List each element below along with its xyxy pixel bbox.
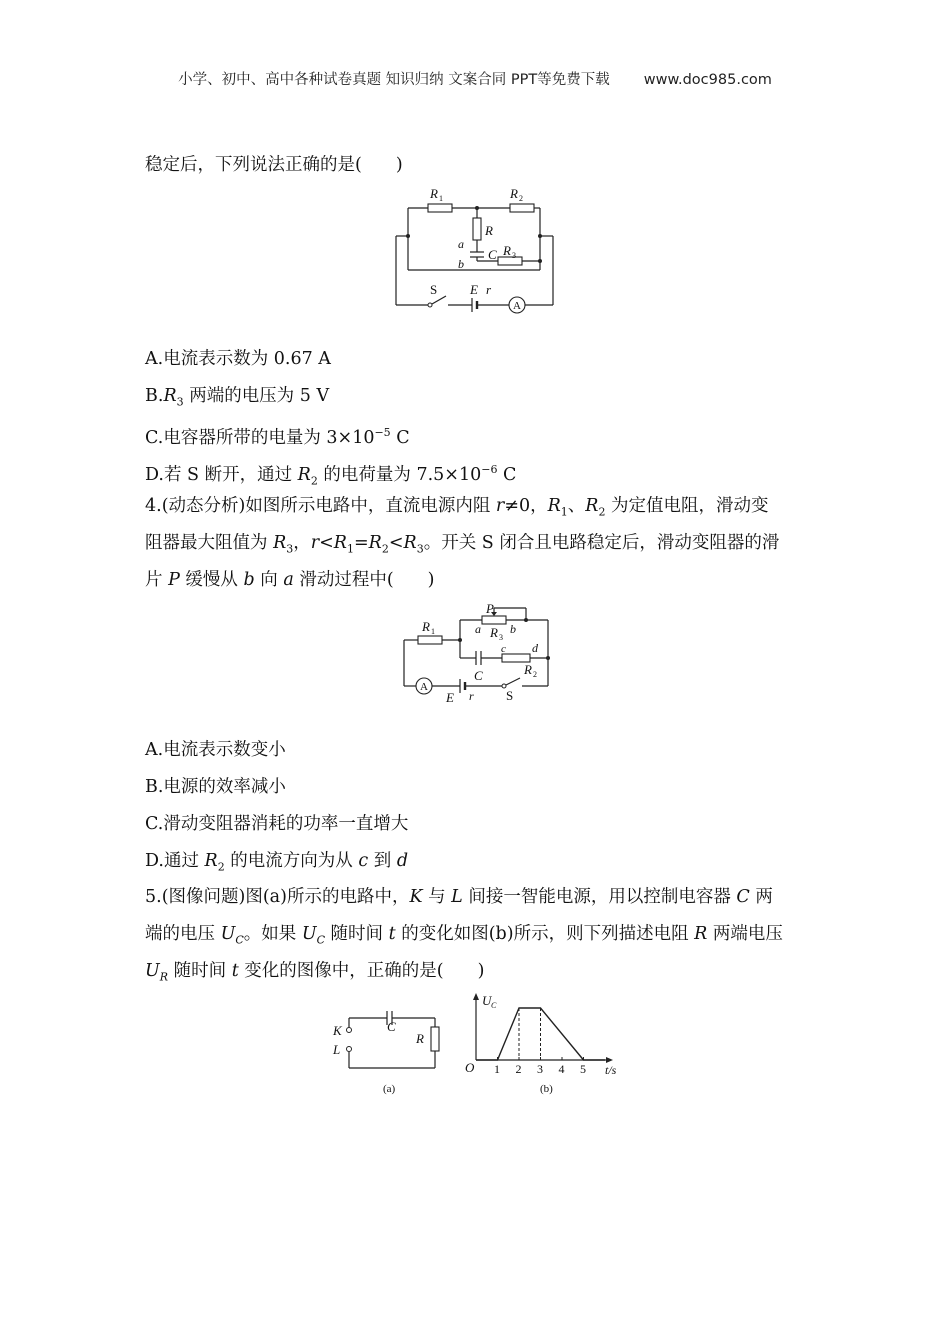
page-header [0,68,950,89]
svg-text:r: r [469,689,474,703]
q3-resistor-r [473,218,481,240]
q4-resistor-r2 [502,654,530,662]
svg-text:C: C [387,1019,396,1034]
svg-text:E: E [446,690,454,705]
q5-stem-line1: 5.(图像问题)图(a)所示的电路中，K 与 L 间接一智能电源，用以控制电容器 C 两 [145,887,773,907]
chart-x-tick-label: 4 [558,1062,565,1076]
svg-text:3: 3 [499,633,503,642]
q5-resistor-r [431,1027,439,1051]
q5-figure-b-chart [460,992,630,1100]
q4-option-b[interactable]: B.电源的效率减小 [145,777,286,797]
q4-option-d[interactable]: D.通过 $R_2$ 的电流方向为从 c 到 d [145,851,409,874]
header-url[interactable]: www.doc985.com [643,72,772,88]
svg-text:a: a [475,622,481,636]
svg-text:2: 2 [519,194,523,203]
svg-text:b: b [510,622,516,636]
svg-text:R: R [485,223,493,238]
svg-text:C: C [488,247,497,262]
svg-text:A: A [420,681,428,693]
svg-text:R: R [416,1031,424,1046]
svg-text:P: P [486,601,494,616]
svg-text:1: 1 [431,627,435,636]
svg-text:d: d [532,641,538,655]
chart-ylabel-sub: C [491,1001,497,1010]
svg-text:c: c [501,643,506,655]
q3-resistor-r2 [510,204,534,212]
chart-origin: O [465,1060,475,1075]
chart-y-axis-arrow [473,993,479,1000]
svg-text:(a): (a) [383,1083,396,1095]
chart-x-tick-label: 3 [537,1062,543,1076]
svg-text:3: 3 [512,251,516,260]
q4-resistor-r1 [418,636,442,644]
q3-option-b[interactable]: $B.R_3$ 两端的电压为 5 V [145,386,330,409]
chart-x-tick-label: 1 [494,1062,500,1076]
chart-xlabel: t/s [605,1063,617,1077]
svg-text:S: S [430,282,438,297]
q4-stem-line3: 片 P 缓慢从 b 向 a 滑动过程中( ) [145,570,435,590]
q5-stem-line2: 端的电压 $U_C$。如果 $U_C$ 随时间 t 的变化如图(b)所示，则下列描述电阻 R 两端电压 [145,924,783,947]
svg-text:R: R [430,186,438,201]
svg-text:S: S [506,688,514,703]
q3-option-c[interactable]: C.电容器所带的电量为 $3\times 10^{-5}$ C [145,426,410,448]
chart-x-tick-label: 2 [515,1062,522,1076]
svg-text:R: R [490,625,498,640]
svg-text:2: 2 [533,670,537,679]
svg-text:C: C [474,668,483,683]
q3-option-d[interactable]: D.若 S 断开，通过 $R_2$ 的电荷量为 $7.5\times 10^{-6}$ C [145,463,517,488]
header-text: 小学、初中、高中各种试卷真题 知识归纳 文案合同 PPT等免费下载 [178,72,610,88]
svg-text:R: R [503,243,511,258]
chart-x-tick-label: 5 [580,1062,586,1076]
q4-circuit-diagram [398,600,558,712]
q5-stem-line3: $U_R$ 随时间 t 变化的图像中，正确的是( ) [145,961,485,984]
q4-option-c[interactable]: C.滑动变阻器消耗的功率一直增大 [145,814,409,834]
q5-figure-a-circuit [325,1000,445,1100]
svg-text:b: b [458,257,464,271]
svg-text:1: 1 [439,194,443,203]
svg-text:a: a [458,237,464,251]
q3-resistor-r3 [498,257,522,265]
chart-ylabel: U [482,993,492,1008]
q4-rheostat-r3 [482,616,506,624]
chart-caption: (b) [540,1083,553,1095]
svg-text:A: A [513,300,521,312]
svg-text:R: R [524,662,532,677]
svg-text:R: R [510,186,518,201]
svg-text:L: L [333,1042,341,1057]
q3-resistor-r1 [428,204,452,212]
q4-stem-line2: 阻器最大阻值为 $R_3$，$r<R_1=R_2<R_3$。开关 S 闭合且电路稳定后，滑动变阻器的滑 [145,533,780,556]
q3-stem: 稳定后，下列说法正确的是( ) [145,155,403,175]
q3-circuit-diagram [390,182,565,317]
q4-option-a[interactable]: A.电流表示数变小 [145,740,286,760]
svg-text:R: R [422,619,430,634]
svg-text:E: E [470,282,478,297]
q4-stem-line1: 4.(动态分析)如图所示电路中，直流电源内阻 r≠0，$R_1$、$R_2$ 为定值电阻，滑动变 [145,496,769,519]
svg-text:r: r [486,282,492,297]
q3-option-a[interactable]: A.电流表示数为 0.67 A [145,349,331,369]
svg-text:K: K [333,1023,342,1038]
